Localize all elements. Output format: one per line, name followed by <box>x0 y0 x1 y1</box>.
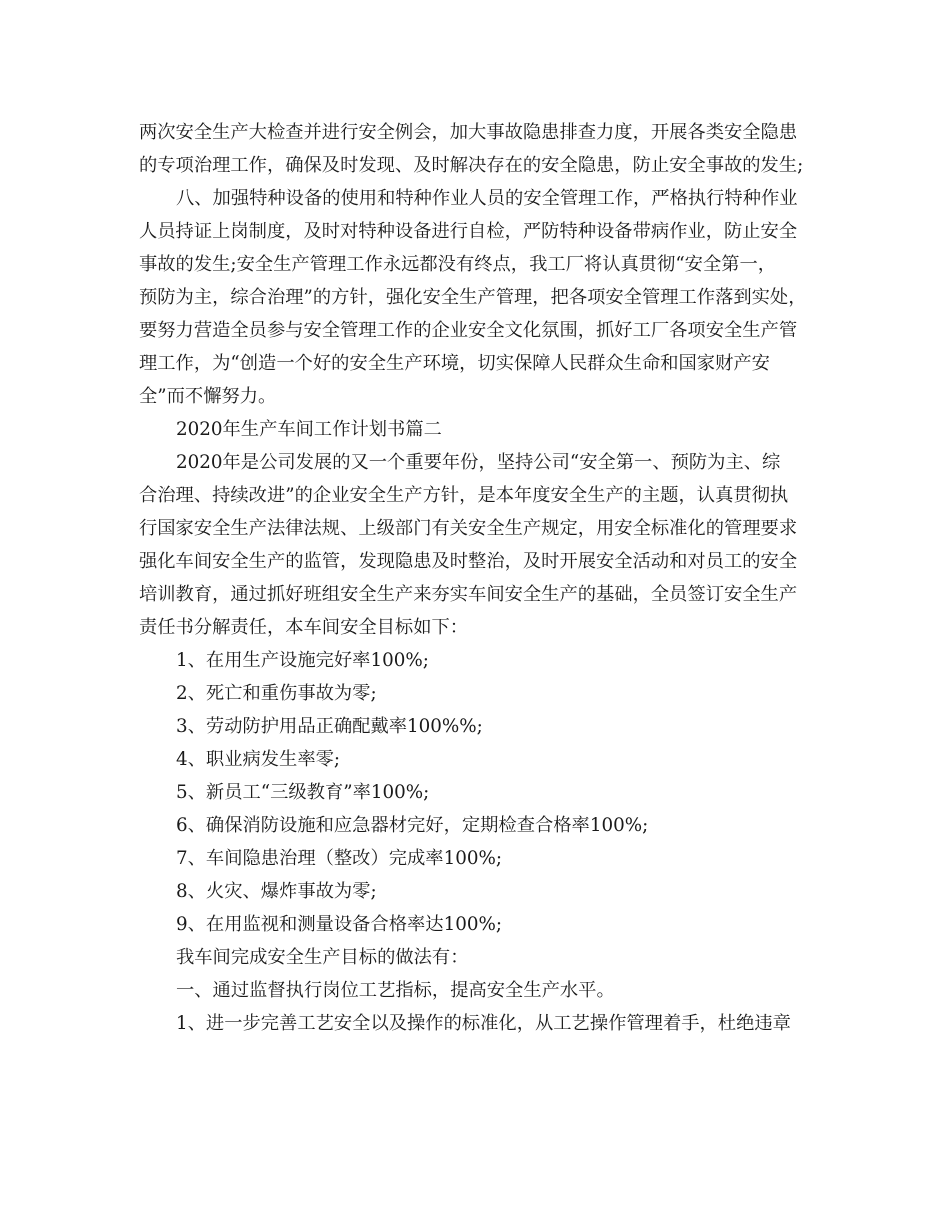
item-one <box>139 1007 819 1040</box>
list-item: 8、火灾、爆炸事故为零; <box>176 881 377 902</box>
methods-intro <box>139 941 819 974</box>
text-line: 强化车间安全生产的监管，发现隐患及时整治，及时开展安全活动和对员工的安全 <box>139 551 798 572</box>
list-item: 9、在用监视和测量设备合格率达100%; <box>176 914 502 935</box>
text-line: 一、通过监督执行岗位工艺指标，提高安全生产水平。 <box>176 980 615 1001</box>
text-line: 事故的发生;安全生产管理工作永远都没有终点，我工厂将认真贯彻“安全第一， <box>139 254 777 275</box>
text-line: 2020年是公司发展的又一个重要年份，坚持公司“安全第一、预防为主、综 <box>176 452 781 473</box>
safety-targets-list <box>139 644 819 941</box>
paragraph-safety-inspection <box>139 116 819 182</box>
text-line: 合治理、持续改进”的企业安全生产方针，是本年度安全生产的主题，认真贯彻执 <box>139 485 789 506</box>
text-line: 我车间完成安全生产目标的做法有： <box>176 947 469 968</box>
text-line: 1、进一步完善工艺安全以及操作的标准化，从工艺操作管理着手，杜绝违章 <box>176 1013 791 1034</box>
text-line: 责任书分解责任，本车间安全目标如下： <box>139 617 469 638</box>
text-line: 要努力营造全员参与安全管理工作的企业安全文化氛围，抓好工厂各项安全生产管 <box>139 320 798 341</box>
list-item: 3、劳动防护用品正确配戴率100%%; <box>176 716 483 737</box>
section-one-heading <box>139 974 819 1007</box>
text-line: 两次安全生产大检查并进行安全例会，加大事故隐患排查力度，开展各类安全隐患 <box>139 122 798 143</box>
list-item: 6、确保消防设施和应急器材完好，定期检查合格率100%; <box>176 815 649 836</box>
text-line: 预防为主，综合治理”的方针，强化安全生产管理，把各项安全管理工作落到实处， <box>139 287 807 308</box>
text-line: 行国家安全生产法律法规、上级部门有关安全生产规定，用安全标准化的管理要求 <box>139 518 798 539</box>
text-line: 全”而不懈努力。 <box>139 386 277 407</box>
text-line: 的专项治理工作，确保及时发现、及时解决存在的安全隐患，防止安全事故的发生; <box>139 155 804 176</box>
list-item: 7、车间隐患治理（整改）完成率100%; <box>176 848 502 869</box>
paragraph-special-equipment <box>139 182 819 413</box>
text-line: 理工作，为“创造一个好的安全生产环境，切实保障人民群众生命和国家财产安 <box>139 353 770 374</box>
heading-text: 2020年生产车间工作计划书篇二 <box>176 419 442 440</box>
list-item: 2、死亡和重伤事故为零; <box>176 683 377 704</box>
text-line: 人员持证上岗制度，及时对特种设备进行自检，严防特种设备带病作业，防止安全 <box>139 221 798 242</box>
paragraph-annual-goals <box>139 446 819 644</box>
text-line: 八、加强特种设备的使用和特种作业人员的安全管理工作，严格执行特种作业 <box>176 188 798 209</box>
text-line: 培训教育，通过抓好班组安全生产来夯实车间安全生产的基础，全员签订安全生产 <box>139 584 798 605</box>
document-body <box>139 116 819 1040</box>
section-heading <box>139 413 819 446</box>
list-item: 5、新员工“三级教育”率100%; <box>176 782 430 803</box>
list-item: 1、在用生产设施完好率100%; <box>176 650 429 671</box>
list-item: 4、职业病发生率零; <box>176 749 341 770</box>
